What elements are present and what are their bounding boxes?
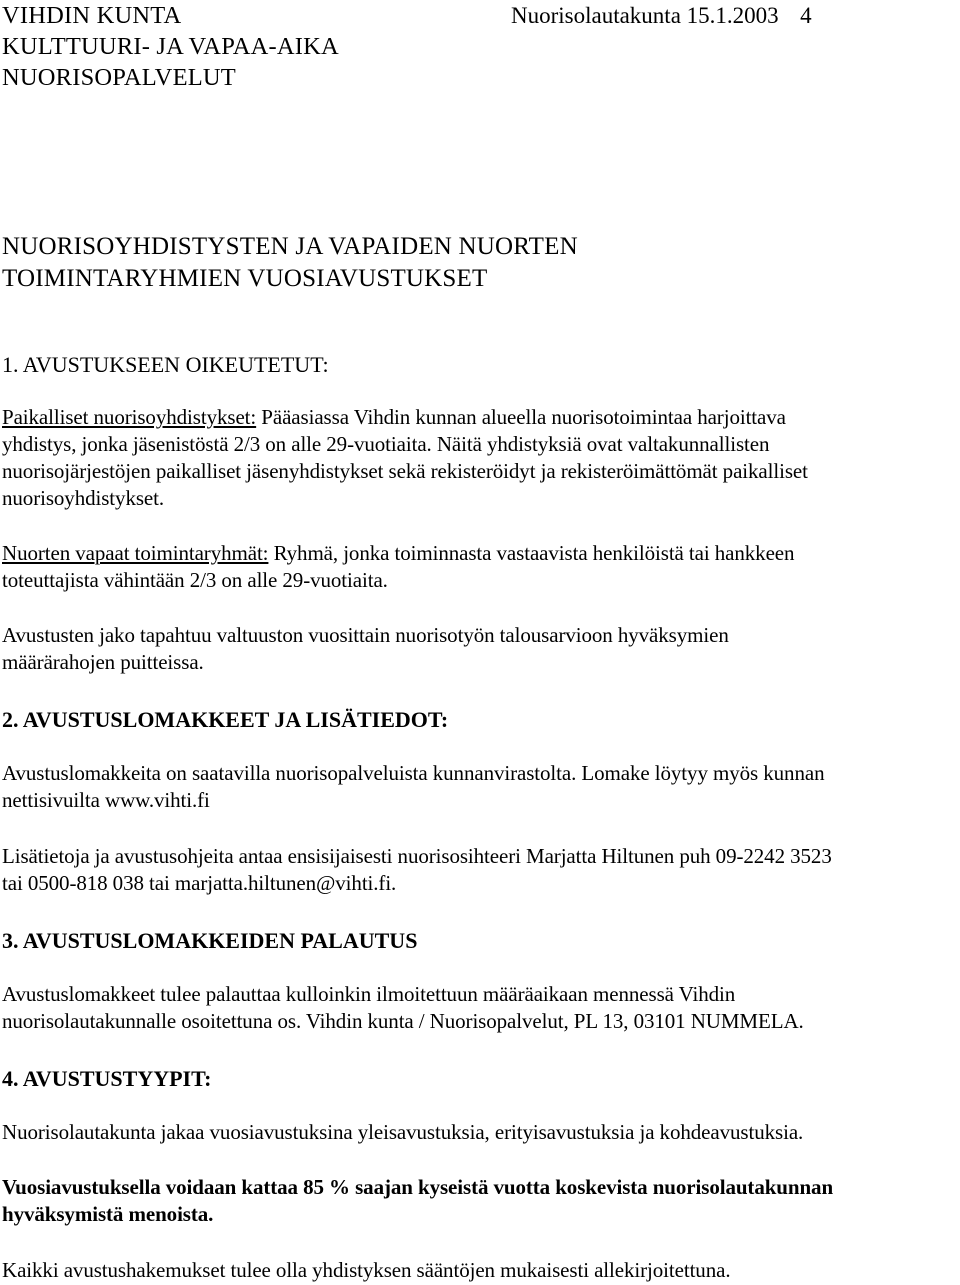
section2-para2-line1: Lisätietoja ja avustusohjeita antaa ensisijaisesti nuorisosihteeri Marjatta Hiltunen puh 09-2242 3523 [2,844,832,868]
section2-para1-line2: nettisivuilta www.vihti.fi [2,788,210,812]
section1-para1-text: Pääasiassa Vihdin kunnan alueella nuorisotoimintaa harjoittava [256,405,786,429]
section2-para2-line2: tai 0500-818 038 tai marjatta.hiltunen@vihti.fi. [2,871,397,895]
section1-para2-line1 [2,540,794,566]
section1-para1-line4: nuorisoyhdistykset. [2,486,165,510]
section4-para3-line1: Kaikki avustushakemukset tulee olla yhdistyksen sääntöjen mukaisesti allekirjoitettuna. [2,1258,731,1282]
document-title-line2: TOIMINTARYHMIEN VUOSIAVUSTUKSET [2,265,488,292]
section1-para3-line2: määrärahojen puitteissa. [2,650,204,674]
document-title-line1: NUORISOYHDISTYSTEN JA VAPAIDEN NUORTEN [2,233,578,260]
section1-para1-line1 [2,404,786,430]
section4-para1-line1: Nuorisolautakunta jakaa vuosiavustuksina yleisavustuksia, erityisavustuksia ja kohdeavustuksia. [2,1120,804,1144]
section1-para1-line2: yhdistys, jonka jäsenistöstä 2/3 on alle 29-vuotiaita. Näitä yhdistyksiä ovat valtakunnallisten [2,432,770,456]
section1-para2-text: Ryhmä, jonka toiminnasta vastaavista henkilöistä tai hankkeen [268,541,795,565]
section1-para1-line3: nuorisojärjestöjen paikalliset jäsenyhdistykset sekä rekisteröidyt ja rekisteröimättömät paikalliset [2,459,808,483]
org-unit: NUORISOPALVELUT [2,64,236,91]
meeting-date: Nuorisolautakunta 15.1.2003 [511,3,779,28]
section1-heading: 1. AVUSTUKSEEN OIKEUTETUT: [2,352,329,377]
section2-heading: 2. AVUSTUSLOMAKKEET JA LISÄTIEDOT: [2,707,449,732]
section1-para3-line1: Avustusten jako tapahtuu valtuuston vuosittain nuorisotyön talousarvioon hyväksymien [2,623,729,647]
section1-para1-label: Paikalliset nuorisoyhdistykset: [2,405,257,429]
section1-para2-label: Nuorten vapaat toimintaryhmät: [2,541,269,565]
section3-para1-line1: Avustuslomakkeet tulee palauttaa kulloinkin ilmoitettuun määräaikaan mennessä Vihdin [2,982,736,1006]
meeting-info [511,0,812,31]
section4-heading: 4. AVUSTUSTYYPIT: [2,1066,212,1091]
org-department: KULTTUURI- JA VAPAA-AIKA [2,33,339,60]
section3-para1-line2: nuorisolautakunnalle osoitettuna os. Vihdin kunta / Nuorisopalvelut, PL 13, 03101 NUMMELA. [2,1009,804,1033]
section4-para2-line2: hyväksymistä menoista. [2,1202,214,1226]
section1-para2-line2: toteuttajista vähintään 2/3 on alle 29-vuotiaita. [2,568,388,592]
section2-para1-line1: Avustuslomakkeita on saatavilla nuorisopalveluista kunnanvirastolta. Lomake löytyy myös kunnan [2,761,825,785]
section3-heading: 3. AVUSTUSLOMAKKEIDEN PALAUTUS [2,928,418,953]
page-number: 4 [800,3,812,28]
section4-para2-line1: Vuosiavustuksella voidaan kattaa 85 % saajan kyseistä vuotta koskevista nuorisolautakunnan [2,1175,834,1199]
org-name: VIHDIN KUNTA [2,2,182,29]
